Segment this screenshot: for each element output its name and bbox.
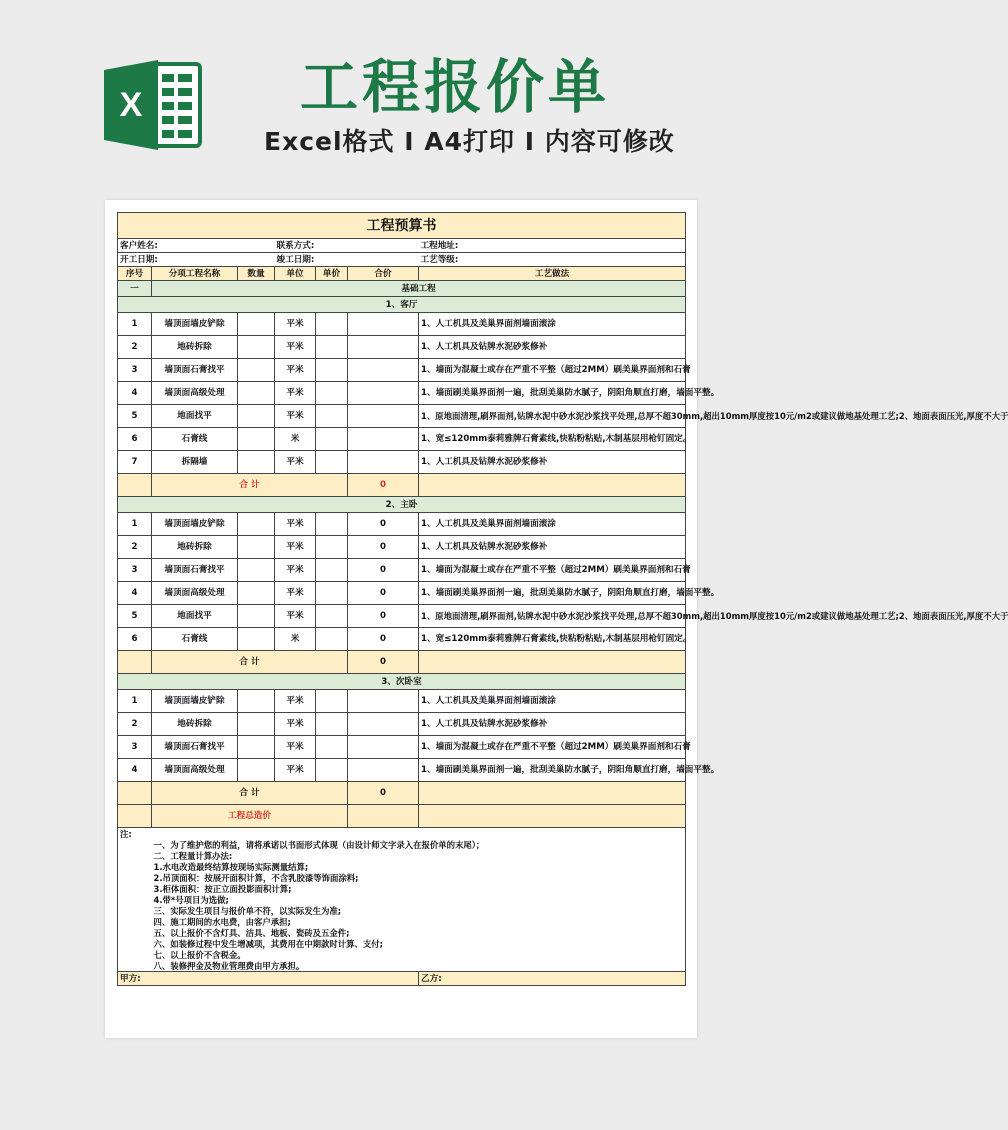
item-name[interactable]: 石膏线 bbox=[152, 628, 238, 651]
item-number[interactable]: 1 bbox=[118, 690, 152, 713]
item-unit-price[interactable] bbox=[316, 536, 348, 559]
item-method[interactable]: 1、人工机具及钻牌水泥砂浆修补 bbox=[419, 451, 686, 474]
table-row bbox=[118, 382, 686, 405]
excel-icon bbox=[104, 58, 202, 152]
item-total[interactable] bbox=[348, 382, 419, 405]
logo-letter: X bbox=[119, 86, 143, 124]
note-text: 1.水电改造最终结算按现场实际测量结算; bbox=[152, 861, 686, 872]
note-row bbox=[118, 883, 686, 894]
note-text: 四、施工期间的水电费，由客户承担; bbox=[152, 916, 686, 927]
subtotal-row bbox=[118, 474, 686, 497]
item-number[interactable]: 3 bbox=[118, 559, 152, 582]
table-row bbox=[118, 713, 686, 736]
item-method[interactable]: 1、人工机具及钻牌水泥砂浆修补 bbox=[419, 336, 686, 359]
note-text: 3.柜体面积：按正立面投影面积计算; bbox=[152, 883, 686, 894]
note-indent bbox=[118, 883, 152, 894]
subtotal-blank bbox=[118, 651, 152, 674]
item-total[interactable]: 0 bbox=[348, 582, 419, 605]
item-name[interactable]: 墙顶面石膏找平 bbox=[152, 359, 238, 382]
item-quantity[interactable] bbox=[238, 359, 275, 382]
item-total[interactable] bbox=[348, 405, 419, 428]
grand-total-method-blank[interactable] bbox=[419, 805, 686, 828]
grand-total-value[interactable] bbox=[348, 805, 419, 828]
item-method[interactable]: 1、宽≤120mm泰莉雅牌石膏素线,快粘粉粘贴,木制基层用枪钉固定。 bbox=[419, 428, 686, 451]
budget-table bbox=[117, 212, 1008, 986]
col-header-unit: 单位 bbox=[275, 267, 316, 281]
item-unit[interactable]: 平米 bbox=[275, 582, 316, 605]
item-number[interactable]: 4 bbox=[118, 582, 152, 605]
party-a-label[interactable]: 甲方: bbox=[118, 972, 419, 986]
note-indent bbox=[118, 927, 152, 938]
room-name: 1、客厅 bbox=[118, 297, 686, 313]
subtotal-value[interactable]: 0 bbox=[348, 474, 419, 497]
table-row bbox=[118, 513, 686, 536]
item-method[interactable]: 1、墙面为混凝土或存在严重不平整（超过2MM）刷美巢界面剂和石膏 bbox=[419, 736, 686, 759]
table-row bbox=[118, 451, 686, 474]
room-name: 2、主卧 bbox=[118, 497, 686, 513]
col-header-price: 单价 bbox=[316, 267, 348, 281]
note-row bbox=[118, 960, 686, 972]
subtotal-label: 合 计 bbox=[152, 474, 348, 497]
subtotal-label: 合 计 bbox=[152, 782, 348, 805]
item-total[interactable] bbox=[348, 690, 419, 713]
item-total[interactable] bbox=[348, 336, 419, 359]
item-total[interactable] bbox=[348, 313, 419, 336]
item-method[interactable]: 1、墙面刷美巢界面剂一遍，批刮美巢防水腻子，阴阳角顺直打磨，墙面平整。 bbox=[419, 382, 686, 405]
item-unit-price[interactable] bbox=[316, 559, 348, 582]
item-unit-price[interactable] bbox=[316, 513, 348, 536]
item-unit-price[interactable] bbox=[316, 313, 348, 336]
item-name[interactable]: 地面找平 bbox=[152, 405, 238, 428]
note-row bbox=[118, 916, 686, 927]
col-header-method: 工艺做法 bbox=[419, 267, 686, 281]
item-unit-price[interactable] bbox=[316, 736, 348, 759]
table-row bbox=[118, 336, 686, 359]
note-text: 一、为了维护您的利益，请将承诺以书面形式体现（由设计师文字录入在报价单的末尾）； bbox=[152, 839, 686, 850]
item-unit-price[interactable] bbox=[316, 690, 348, 713]
item-unit[interactable]: 平米 bbox=[275, 382, 316, 405]
subtotal-value[interactable]: 0 bbox=[348, 782, 419, 805]
note-row bbox=[118, 894, 686, 905]
item-unit[interactable]: 平米 bbox=[275, 336, 316, 359]
note-text: 六、如装修过程中发生增减项，其费用在中期款时计算、支付; bbox=[152, 938, 686, 949]
item-number[interactable]: 5 bbox=[118, 605, 152, 628]
note-text: 五、以上报价不含灯具、洁具、地板、瓷砖及五金件; bbox=[152, 927, 686, 938]
item-total[interactable]: 0 bbox=[348, 536, 419, 559]
item-number[interactable]: 6 bbox=[118, 628, 152, 651]
subtotal-blank bbox=[118, 474, 152, 497]
item-name[interactable]: 墙顶面高级处理 bbox=[152, 382, 238, 405]
info-row-customer bbox=[118, 239, 686, 253]
item-unit[interactable]: 平米 bbox=[275, 605, 316, 628]
item-name[interactable]: 地砖拆除 bbox=[152, 336, 238, 359]
note-text: 2.吊顶面积：按展开面积计算，不含乳胶漆等饰面涂料; bbox=[152, 872, 686, 883]
subtotal-blank bbox=[118, 782, 152, 805]
item-unit[interactable]: 平米 bbox=[275, 405, 316, 428]
item-unit-price[interactable] bbox=[316, 451, 348, 474]
note-row bbox=[118, 839, 686, 850]
note-text: 4.带*号项目为选做; bbox=[152, 894, 686, 905]
item-name[interactable]: 地砖拆除 bbox=[152, 536, 238, 559]
col-header-no: 序号 bbox=[118, 267, 152, 281]
item-unit-price[interactable] bbox=[316, 382, 348, 405]
item-total[interactable] bbox=[348, 759, 419, 782]
item-number[interactable]: 5 bbox=[118, 405, 152, 428]
table-row bbox=[118, 536, 686, 559]
note-indent bbox=[118, 839, 152, 850]
item-quantity[interactable] bbox=[238, 336, 275, 359]
item-number[interactable]: 3 bbox=[118, 736, 152, 759]
item-total[interactable]: 0 bbox=[348, 605, 419, 628]
item-quantity[interactable] bbox=[238, 313, 275, 336]
section-row bbox=[118, 281, 686, 297]
item-unit-price[interactable] bbox=[316, 628, 348, 651]
item-quantity[interactable] bbox=[238, 736, 275, 759]
item-unit-price[interactable] bbox=[316, 428, 348, 451]
item-name[interactable]: 墙顶面石膏找平 bbox=[152, 736, 238, 759]
item-name[interactable]: 拆隔墙 bbox=[152, 451, 238, 474]
item-number[interactable]: 2 bbox=[118, 713, 152, 736]
note-row bbox=[118, 927, 686, 938]
section-number: 一 bbox=[118, 281, 152, 297]
item-quantity[interactable] bbox=[238, 451, 275, 474]
item-quantity[interactable] bbox=[238, 559, 275, 582]
item-number[interactable]: 6 bbox=[118, 428, 152, 451]
item-total[interactable] bbox=[348, 736, 419, 759]
table-row bbox=[118, 313, 686, 336]
item-unit-price[interactable] bbox=[316, 405, 348, 428]
table-row bbox=[118, 759, 686, 782]
column-header-row bbox=[118, 267, 686, 281]
item-unit[interactable]: 平米 bbox=[275, 736, 316, 759]
table-row bbox=[118, 428, 686, 451]
room-header-row bbox=[118, 297, 686, 313]
item-unit[interactable]: 平米 bbox=[275, 759, 316, 782]
item-method[interactable]: 1、原地面清理,刷界面剂,钻牌水泥中砂水泥沙浆找平处理,总厚不超30mm,超出10mm厚度按10元/m2或建议做地基处理工艺;2、地面表面压光,厚度不大于 bbox=[419, 605, 686, 628]
note-text: 七、以上报价不含税金。 bbox=[152, 949, 686, 960]
item-name[interactable]: 墙顶面墙皮铲除 bbox=[152, 313, 238, 336]
item-number[interactable]: 4 bbox=[118, 382, 152, 405]
note-indent bbox=[118, 872, 152, 883]
item-unit[interactable]: 平米 bbox=[275, 536, 316, 559]
col-header-total: 合价 bbox=[348, 267, 419, 281]
col-header-qty: 数量 bbox=[238, 267, 275, 281]
table-row bbox=[118, 690, 686, 713]
item-number[interactable]: 2 bbox=[118, 536, 152, 559]
note-indent bbox=[118, 905, 152, 916]
notes-label: 注: bbox=[118, 828, 686, 840]
note-row bbox=[118, 949, 686, 960]
item-quantity[interactable] bbox=[238, 428, 275, 451]
item-unit[interactable]: 平米 bbox=[275, 451, 316, 474]
item-unit-price[interactable] bbox=[316, 582, 348, 605]
item-unit[interactable]: 平米 bbox=[275, 713, 316, 736]
note-indent bbox=[118, 960, 152, 972]
note-row bbox=[118, 850, 686, 861]
start-date-label[interactable]: 开工日期: bbox=[118, 253, 275, 267]
page-subtitle: Excel格式 I A4打印 I 内容可修改 bbox=[264, 127, 675, 156]
item-method[interactable]: 1、人工机具及美巢界面剂墙面滚涂 bbox=[419, 690, 686, 713]
page-title: 工程报价单 bbox=[300, 53, 611, 121]
item-quantity[interactable] bbox=[238, 536, 275, 559]
item-method[interactable]: 1、原地面清理,刷界面剂,钻牌水泥中砂水泥沙浆找平处理,总厚不超30mm,超出10mm厚度按10元/m2或建议做地基处理工艺;2、地面表面压光,厚度不大于 bbox=[419, 405, 686, 428]
table-row bbox=[118, 359, 686, 382]
page-header bbox=[0, 0, 800, 200]
finish-date-label[interactable]: 竣工日期: bbox=[275, 253, 419, 267]
item-quantity[interactable] bbox=[238, 759, 275, 782]
info-row-dates bbox=[118, 253, 686, 267]
item-quantity[interactable] bbox=[238, 690, 275, 713]
room-header-row bbox=[118, 674, 686, 690]
note-text: 三、实际发生项目与报价单不符，以实际发生为准; bbox=[152, 905, 686, 916]
table-row bbox=[118, 736, 686, 759]
item-quantity[interactable] bbox=[238, 713, 275, 736]
item-method[interactable]: 1、人工机具及钻牌水泥砂浆修补 bbox=[419, 713, 686, 736]
item-name[interactable]: 地面找平 bbox=[152, 605, 238, 628]
table-row bbox=[118, 559, 686, 582]
subtotal-row bbox=[118, 782, 686, 805]
note-indent bbox=[118, 894, 152, 905]
section-name: 基础工程 bbox=[152, 281, 686, 297]
item-unit[interactable]: 米 bbox=[275, 428, 316, 451]
note-indent bbox=[118, 916, 152, 927]
item-unit-price[interactable] bbox=[316, 713, 348, 736]
subtotal-label: 合 计 bbox=[152, 651, 348, 674]
item-name[interactable]: 地砖拆除 bbox=[152, 713, 238, 736]
note-row bbox=[118, 938, 686, 949]
item-quantity[interactable] bbox=[238, 382, 275, 405]
item-unit-price[interactable] bbox=[316, 359, 348, 382]
note-row bbox=[118, 905, 686, 916]
table-row bbox=[118, 582, 686, 605]
item-unit-price[interactable] bbox=[316, 336, 348, 359]
grand-total-blank bbox=[118, 805, 152, 828]
room-header-row bbox=[118, 497, 686, 513]
table-row bbox=[118, 405, 686, 428]
subtotal-method-blank[interactable] bbox=[419, 474, 686, 497]
table-row bbox=[118, 605, 686, 628]
signature-row bbox=[118, 972, 686, 986]
item-method[interactable]: 1、人工机具及美巢界面剂墙面滚涂 bbox=[419, 313, 686, 336]
item-total[interactable]: 0 bbox=[348, 513, 419, 536]
item-name[interactable]: 墙顶面高级处理 bbox=[152, 759, 238, 782]
subtotal-method-blank[interactable] bbox=[419, 782, 686, 805]
item-method[interactable]: 1、人工机具及美巢界面剂墙面滚涂 bbox=[419, 513, 686, 536]
item-name[interactable]: 墙顶面墙皮铲除 bbox=[152, 690, 238, 713]
item-unit[interactable]: 平米 bbox=[275, 313, 316, 336]
party-b-label[interactable]: 乙方: bbox=[419, 972, 686, 986]
grand-total-row bbox=[118, 805, 686, 828]
item-method[interactable]: 1、墙面刷美巢界面剂一遍，批刮美巢防水腻子，阴阳角顺直打磨，墙面平整。 bbox=[419, 759, 686, 782]
item-total[interactable] bbox=[348, 359, 419, 382]
note-indent bbox=[118, 861, 152, 872]
item-name[interactable]: 墙顶面墙皮铲除 bbox=[152, 513, 238, 536]
item-method[interactable]: 1、墙面为混凝土或存在严重不平整（超过2MM）刷美巢界面剂和石膏 bbox=[419, 359, 686, 382]
spreadsheet-sheet bbox=[105, 200, 1008, 1038]
item-quantity[interactable] bbox=[238, 582, 275, 605]
item-method[interactable]: 1、人工机具及钻牌水泥砂浆修补 bbox=[419, 536, 686, 559]
item-method[interactable]: 1、墙面刷美巢界面剂一遍，批刮美巢防水腻子，阴阳角顺直打磨，墙面平整。 bbox=[419, 582, 686, 605]
grand-total-label: 工程总造价 bbox=[152, 805, 348, 828]
item-quantity[interactable] bbox=[238, 605, 275, 628]
item-name[interactable]: 墙顶面石膏找平 bbox=[152, 559, 238, 582]
item-unit[interactable]: 米 bbox=[275, 628, 316, 651]
note-indent bbox=[118, 938, 152, 949]
item-unit-price[interactable] bbox=[316, 759, 348, 782]
item-total[interactable]: 0 bbox=[348, 559, 419, 582]
item-unit[interactable]: 平米 bbox=[275, 559, 316, 582]
item-method[interactable]: 1、墙面为混凝土或存在严重不平整（超过2MM）刷美巢界面剂和石膏 bbox=[419, 559, 686, 582]
item-name[interactable]: 墙顶面高级处理 bbox=[152, 582, 238, 605]
item-unit-price[interactable] bbox=[316, 605, 348, 628]
address-label[interactable]: 工程地址: bbox=[419, 239, 686, 253]
item-number[interactable]: 2 bbox=[118, 336, 152, 359]
item-total[interactable] bbox=[348, 713, 419, 736]
table-row bbox=[118, 628, 686, 651]
note-indent bbox=[118, 850, 152, 861]
item-number[interactable]: 1 bbox=[118, 313, 152, 336]
room-name: 3、次卧室 bbox=[118, 674, 686, 690]
item-quantity[interactable] bbox=[238, 628, 275, 651]
note-row bbox=[118, 872, 686, 883]
item-number[interactable]: 7 bbox=[118, 451, 152, 474]
col-header-name: 分项工程名称 bbox=[152, 267, 238, 281]
item-unit[interactable]: 平米 bbox=[275, 513, 316, 536]
item-name[interactable]: 石膏线 bbox=[152, 428, 238, 451]
item-quantity[interactable] bbox=[238, 513, 275, 536]
item-unit[interactable]: 平米 bbox=[275, 690, 316, 713]
note-text: 八、装修押金及物业管理费由甲方承担。 bbox=[152, 960, 686, 972]
item-unit[interactable]: 平米 bbox=[275, 359, 316, 382]
subtotal-row bbox=[118, 651, 686, 674]
item-number[interactable]: 4 bbox=[118, 759, 152, 782]
note-indent bbox=[118, 949, 152, 960]
contact-label[interactable]: 联系方式: bbox=[275, 239, 419, 253]
item-total[interactable]: 0 bbox=[348, 628, 419, 651]
customer-name-label[interactable]: 客户姓名: bbox=[118, 239, 275, 253]
item-number[interactable]: 3 bbox=[118, 359, 152, 382]
subtotal-method-blank[interactable] bbox=[419, 651, 686, 674]
note-text: 二、工程量计算办法: bbox=[152, 850, 686, 861]
sheet-title-row bbox=[118, 213, 686, 239]
item-total[interactable] bbox=[348, 428, 419, 451]
subtotal-value[interactable]: 0 bbox=[348, 651, 419, 674]
sheet-title: 工程预算书 bbox=[118, 213, 686, 239]
craft-level-label[interactable]: 工艺等级: bbox=[419, 253, 686, 267]
note-row bbox=[118, 861, 686, 872]
item-number[interactable]: 1 bbox=[118, 513, 152, 536]
item-total[interactable] bbox=[348, 451, 419, 474]
notes-header-row bbox=[118, 828, 686, 840]
item-method[interactable]: 1、宽≤120mm泰莉雅牌石膏素线,快粘粉粘贴,木制基层用枪钉固定。 bbox=[419, 628, 686, 651]
item-quantity[interactable] bbox=[238, 405, 275, 428]
